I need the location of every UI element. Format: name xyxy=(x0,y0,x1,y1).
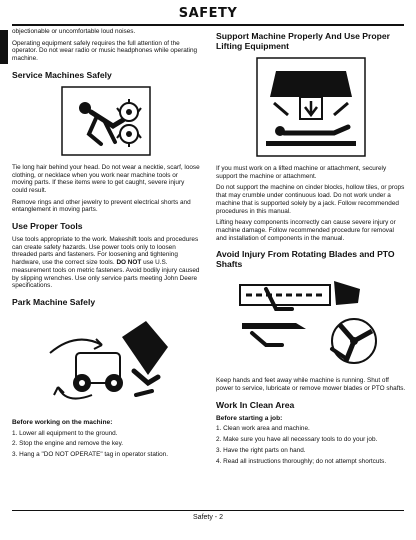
park-heading: Park Machine Safely xyxy=(12,296,96,307)
tools-text-bold: DO NOT xyxy=(116,259,142,267)
entanglement-hazard-icon xyxy=(61,86,151,156)
header-rule xyxy=(12,24,404,26)
park-machine-illustration xyxy=(36,313,176,411)
right-column xyxy=(216,28,406,468)
clean-steps-list xyxy=(216,425,406,465)
crushing-hazard-icon xyxy=(256,57,366,157)
footer-rule xyxy=(12,510,404,511)
tools-heading: Use Proper Tools xyxy=(12,221,83,232)
section-tab-marker xyxy=(0,30,8,64)
clean-heading: Work In Clean Area xyxy=(216,399,295,410)
clean-step-2: 2. Make sure you have all necessary tools to do your job. xyxy=(216,436,378,444)
service-paragraph-1: Tie long hair behind your head. Do not wear a necktie, scarf, loose clothing, or necklace when you work near machine tools or moving parts. If these items were to get caught, severe injury could result. xyxy=(12,163,200,194)
intro-paragraph-1: objectionable or uncomfortable loud noises. xyxy=(12,28,136,35)
service-heading: Service Machines Safely xyxy=(12,69,112,80)
page-title: SAFETY xyxy=(178,6,238,21)
clean-step-3: 3. Have the right parts on hand. xyxy=(216,446,306,454)
tools-text-a: Use tools appropriate to the work. Makeshift tools and procedures can create safety hazards. Use power tools only to loosen threaded parts and fasteners. For loosening and tightening hardware, use the correct size tools. xyxy=(12,236,199,267)
support-heading: Support Machine Properly And Use Proper Lifting Equipment xyxy=(216,31,390,51)
clean-step-1: 1. Clean work area and machine. xyxy=(216,425,310,433)
service-paragraph-2: Remove rings and other jewelry to prevent electrical shorts and entanglement in moving parts. xyxy=(12,198,191,214)
left-column xyxy=(12,28,200,462)
rotating-paragraph: Keep hands and feet away while machine is running. Shut off power to service, lubricate or remove mower blades or PTO shafts. xyxy=(216,377,406,393)
rotating-heading: Avoid Injury From Rotating Blades and PTO Shafts xyxy=(216,249,395,270)
clean-step-4: 4. Read all instructions thoroughly; do not attempt shortcuts. xyxy=(216,457,387,465)
page-footer: Safety - 2 xyxy=(193,514,223,521)
intro-paragraph-2: Operating equipment safely requires the full attention of the operator. Do not wear radio or music headphones while operating machine. xyxy=(12,39,198,63)
support-paragraph-1: If you must work on a lifted machine or attachment, securely support the machine or attachment. xyxy=(216,165,387,180)
park-subheading: Before working on the machine: xyxy=(12,418,113,426)
park-steps-list xyxy=(12,430,200,459)
park-step-3: 3. Hang a "DO NOT OPERATE" tag in operator station. xyxy=(12,451,168,459)
tools-text-b: use U.S. measurement tools on metric fasteners. Avoid bodily injury caused by slipping wrenches. Use only service parts meeting John Deere specifications. xyxy=(12,259,200,290)
tools-paragraph xyxy=(12,236,200,290)
support-paragraph-2: Do not support the machine on cinder blocks, hollow tiles, or props that may crumble under continuous load. Do not work under a machine that is supported solely by a jack. Follow recommended procedures in this manual. xyxy=(216,184,405,215)
rotating-blade-pto-illustration xyxy=(236,275,386,369)
park-step-2: 2. Stop the engine and remove the key. xyxy=(12,440,124,448)
support-paragraph-3: Lifting heavy components incorrectly can cause severe injury or machine damage. Follow recommended procedure for removal and installation of components in the manual. xyxy=(216,219,396,242)
clean-subheading: Before starting a job: xyxy=(216,414,283,422)
park-step-1: 1. Lower all equipment to the ground. xyxy=(12,429,118,437)
